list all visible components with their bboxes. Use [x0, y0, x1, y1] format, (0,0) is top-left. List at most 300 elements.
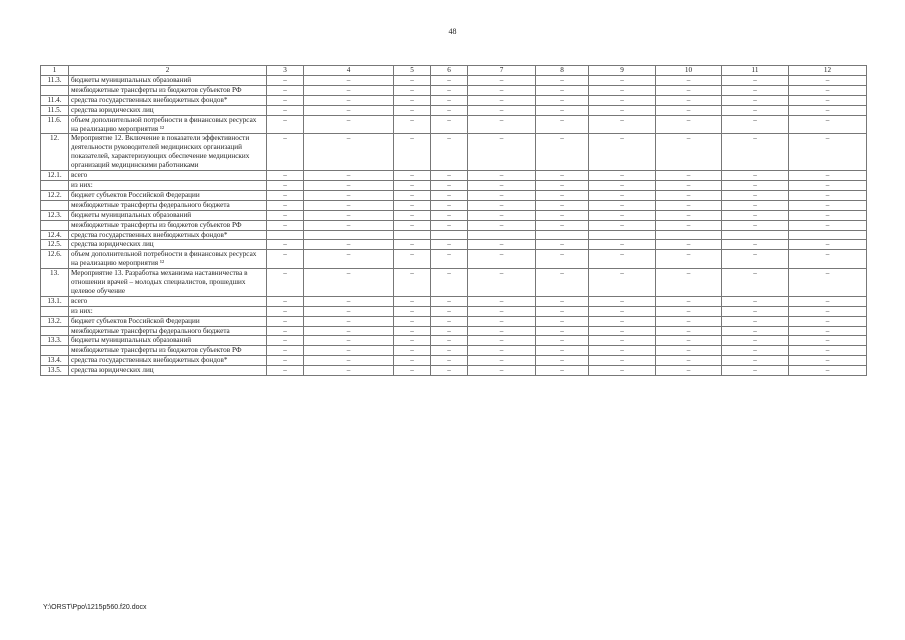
value-cell: – [589, 95, 656, 105]
value-cell: – [589, 180, 656, 190]
value-cell: – [789, 346, 867, 356]
row-label: средства юридических лиц [69, 240, 267, 250]
value-cell: – [589, 85, 656, 95]
table-row [41, 306, 867, 316]
value-cell: – [722, 240, 789, 250]
row-number: 12.1. [41, 171, 69, 181]
value-cell: – [536, 336, 589, 346]
value-cell: – [789, 180, 867, 190]
value-cell: – [468, 210, 536, 220]
value-cell: – [536, 134, 589, 171]
value-cell: – [394, 76, 431, 86]
value-cell: – [656, 356, 722, 366]
value-cell: – [789, 250, 867, 269]
value-cell: – [431, 250, 468, 269]
value-cell: – [656, 134, 722, 171]
value-cell: – [304, 85, 394, 95]
value-cell: – [431, 269, 468, 297]
value-cell: – [468, 296, 536, 306]
value-cell: – [536, 356, 589, 366]
value-cell: – [722, 346, 789, 356]
value-cell [656, 230, 722, 240]
column-header: 2 [69, 66, 267, 76]
value-cell: – [304, 134, 394, 171]
table-row [41, 240, 867, 250]
value-cell: – [468, 200, 536, 210]
value-cell: – [589, 105, 656, 115]
value-cell: – [656, 269, 722, 297]
row-label: объем дополнительной потребности в финансовых ресурсах на реализацию мероприятия ¹² [69, 250, 267, 269]
row-label: бюджет субъектов Российской Федерации [69, 190, 267, 200]
value-cell: – [589, 366, 656, 376]
value-cell: – [267, 240, 304, 250]
value-cell: – [431, 336, 468, 346]
table-row [41, 356, 867, 366]
value-cell: – [267, 306, 304, 316]
value-cell: – [394, 171, 431, 181]
row-label: средства государственных внебюджетных фондов* [69, 95, 267, 105]
value-cell: – [656, 115, 722, 134]
value-cell: – [536, 326, 589, 336]
value-cell: – [304, 200, 394, 210]
value-cell [722, 230, 789, 240]
value-cell: – [304, 316, 394, 326]
value-cell: – [722, 356, 789, 366]
row-number: 12. [41, 134, 69, 171]
value-cell [394, 230, 431, 240]
value-cell: – [468, 115, 536, 134]
value-cell: – [394, 95, 431, 105]
value-cell: – [589, 326, 656, 336]
value-cell: – [536, 240, 589, 250]
value-cell: – [589, 296, 656, 306]
value-cell: – [304, 95, 394, 105]
value-cell: – [656, 220, 722, 230]
row-label: бюджеты муниципальных образований [69, 336, 267, 346]
value-cell: – [468, 105, 536, 115]
value-cell: – [431, 326, 468, 336]
value-cell: – [656, 240, 722, 250]
value-cell: – [536, 190, 589, 200]
value-cell: – [394, 346, 431, 356]
value-cell: – [789, 316, 867, 326]
value-cell: – [431, 316, 468, 326]
value-cell [304, 230, 394, 240]
value-cell: – [722, 296, 789, 306]
value-cell: – [789, 190, 867, 200]
table-header-row [41, 66, 867, 76]
value-cell: – [431, 115, 468, 134]
value-cell: – [589, 210, 656, 220]
value-cell: – [394, 250, 431, 269]
value-cell: – [656, 326, 722, 336]
row-number: 12.5. [41, 240, 69, 250]
value-cell: – [267, 346, 304, 356]
row-number: 11.5. [41, 105, 69, 115]
value-cell: – [656, 316, 722, 326]
page-number: 48 [448, 27, 457, 36]
value-cell: – [468, 240, 536, 250]
value-cell: – [656, 296, 722, 306]
value-cell: – [722, 220, 789, 230]
value-cell: – [656, 76, 722, 86]
table-row [41, 105, 867, 115]
row-number: 12.6. [41, 250, 69, 269]
row-label: средства государственных внебюджетных фондов* [69, 356, 267, 366]
row-number: 12.4. [41, 230, 69, 240]
value-cell: – [789, 200, 867, 210]
column-header: 12 [789, 66, 867, 76]
value-cell: – [431, 171, 468, 181]
table-row [41, 200, 867, 210]
table-row [41, 134, 867, 171]
value-cell: – [468, 190, 536, 200]
row-number: 11.3. [41, 76, 69, 86]
value-cell: – [394, 134, 431, 171]
value-cell: – [304, 250, 394, 269]
budget-table [40, 65, 867, 376]
table-row [41, 190, 867, 200]
value-cell: – [589, 115, 656, 134]
row-number: 13. [41, 269, 69, 297]
row-label: всего [69, 171, 267, 181]
value-cell: – [431, 240, 468, 250]
value-cell: – [267, 85, 304, 95]
row-label: бюджет субъектов Российской Федерации [69, 316, 267, 326]
value-cell: – [394, 180, 431, 190]
table-row [41, 269, 867, 297]
value-cell: – [267, 356, 304, 366]
value-cell: – [267, 200, 304, 210]
value-cell: – [536, 296, 589, 306]
value-cell: – [267, 316, 304, 326]
table-row [41, 220, 867, 230]
value-cell [789, 230, 867, 240]
value-cell: – [468, 366, 536, 376]
table-row [41, 95, 867, 105]
row-number [41, 180, 69, 190]
value-cell: – [267, 190, 304, 200]
row-label: Мероприятие 13. Разработка механизма наставничества в отношении врачей – молодых специалистов, прошедших целевое обучение [69, 269, 267, 297]
value-cell: – [304, 306, 394, 316]
column-header: 8 [536, 66, 589, 76]
value-cell: – [656, 85, 722, 95]
value-cell: – [267, 326, 304, 336]
value-cell: – [789, 85, 867, 95]
value-cell: – [431, 200, 468, 210]
value-cell: – [589, 346, 656, 356]
value-cell: – [304, 346, 394, 356]
value-cell: – [589, 269, 656, 297]
value-cell: – [304, 366, 394, 376]
row-number [41, 306, 69, 316]
value-cell: – [304, 190, 394, 200]
value-cell: – [468, 85, 536, 95]
value-cell: – [656, 250, 722, 269]
value-cell: – [789, 95, 867, 105]
value-cell: – [722, 316, 789, 326]
value-cell: – [468, 269, 536, 297]
value-cell: – [267, 250, 304, 269]
value-cell: – [589, 171, 656, 181]
value-cell: – [589, 306, 656, 316]
value-cell: – [722, 306, 789, 316]
value-cell: – [431, 95, 468, 105]
table-row [41, 210, 867, 220]
value-cell: – [536, 316, 589, 326]
value-cell: – [536, 346, 589, 356]
row-label: межбюджетные трансферты федерального бюджета [69, 200, 267, 210]
value-cell: – [722, 210, 789, 220]
value-cell: – [431, 85, 468, 95]
value-cell: – [304, 326, 394, 336]
value-cell: – [468, 76, 536, 86]
column-header: 7 [468, 66, 536, 76]
value-cell: – [536, 95, 589, 105]
value-cell: – [431, 346, 468, 356]
column-header: 6 [431, 66, 468, 76]
row-number: 13.5. [41, 366, 69, 376]
value-cell: – [536, 220, 589, 230]
value-cell: – [267, 105, 304, 115]
value-cell: – [304, 171, 394, 181]
value-cell: – [536, 200, 589, 210]
value-cell: – [656, 95, 722, 105]
value-cell: – [722, 366, 789, 376]
value-cell: – [394, 326, 431, 336]
row-number [41, 346, 69, 356]
value-cell: – [789, 76, 867, 86]
value-cell: – [656, 190, 722, 200]
value-cell: – [789, 171, 867, 181]
value-cell: – [431, 210, 468, 220]
value-cell: – [468, 220, 536, 230]
table-row [41, 115, 867, 134]
row-number: 12.3. [41, 210, 69, 220]
value-cell: – [468, 171, 536, 181]
value-cell: – [394, 336, 431, 346]
value-cell [267, 230, 304, 240]
value-cell: – [656, 210, 722, 220]
row-number: 11.4. [41, 95, 69, 105]
value-cell: – [722, 134, 789, 171]
value-cell: – [789, 115, 867, 134]
row-label: средства юридических лиц [69, 105, 267, 115]
table-row [41, 230, 867, 240]
value-cell: – [789, 366, 867, 376]
value-cell: – [394, 296, 431, 306]
column-header: 10 [656, 66, 722, 76]
value-cell: – [394, 240, 431, 250]
value-cell: – [536, 269, 589, 297]
value-cell: – [431, 180, 468, 190]
row-number: 11.6. [41, 115, 69, 134]
table-row [41, 296, 867, 306]
row-label: средства государственных внебюджетных фондов* [69, 230, 267, 240]
value-cell: – [589, 190, 656, 200]
value-cell: – [536, 210, 589, 220]
value-cell: – [304, 115, 394, 134]
value-cell: – [267, 180, 304, 190]
row-number: 13.3. [41, 336, 69, 346]
value-cell: – [267, 269, 304, 297]
value-cell: – [394, 190, 431, 200]
value-cell: – [656, 366, 722, 376]
row-label: межбюджетные трансферты федерального бюджета [69, 326, 267, 336]
value-cell: – [431, 366, 468, 376]
value-cell [589, 230, 656, 240]
value-cell: – [304, 180, 394, 190]
value-cell: – [536, 366, 589, 376]
row-label: межбюджетные трансферты из бюджетов субъектов РФ [69, 220, 267, 230]
value-cell: – [589, 240, 656, 250]
value-cell: – [267, 171, 304, 181]
value-cell: – [431, 134, 468, 171]
table-row [41, 326, 867, 336]
column-header: 4 [304, 66, 394, 76]
value-cell: – [722, 105, 789, 115]
value-cell: – [656, 200, 722, 210]
row-label: всего [69, 296, 267, 306]
value-cell: – [468, 180, 536, 190]
value-cell: – [431, 76, 468, 86]
column-header: 3 [267, 66, 304, 76]
value-cell: – [431, 105, 468, 115]
row-label: из них: [69, 180, 267, 190]
value-cell: – [722, 171, 789, 181]
row-label: межбюджетные трансферты из бюджетов субъектов РФ [69, 346, 267, 356]
value-cell: – [394, 105, 431, 115]
value-cell: – [789, 269, 867, 297]
value-cell: – [304, 269, 394, 297]
value-cell: – [589, 200, 656, 210]
value-cell: – [722, 85, 789, 95]
value-cell: – [656, 180, 722, 190]
value-cell: – [536, 85, 589, 95]
value-cell: – [468, 250, 536, 269]
value-cell: – [789, 336, 867, 346]
row-number: 12.2. [41, 190, 69, 200]
value-cell: – [394, 306, 431, 316]
row-label: средства юридических лиц [69, 366, 267, 376]
column-header: 9 [589, 66, 656, 76]
value-cell: – [431, 306, 468, 316]
table-row [41, 316, 867, 326]
value-cell: – [267, 220, 304, 230]
value-cell: – [394, 356, 431, 366]
value-cell: – [656, 306, 722, 316]
value-cell: – [468, 336, 536, 346]
value-cell: – [789, 306, 867, 316]
value-cell: – [394, 220, 431, 230]
value-cell: – [267, 366, 304, 376]
value-cell: – [722, 180, 789, 190]
value-cell: – [394, 316, 431, 326]
value-cell: – [589, 76, 656, 86]
value-cell: – [304, 296, 394, 306]
column-header: 11 [722, 66, 789, 76]
value-cell: – [789, 326, 867, 336]
value-cell: – [722, 95, 789, 105]
value-cell: – [656, 105, 722, 115]
value-cell: – [394, 85, 431, 95]
value-cell: – [789, 134, 867, 171]
table-row [41, 336, 867, 346]
column-header: 5 [394, 66, 431, 76]
row-label: Мероприятие 12. Включение в показатели эффективности деятельности руководителей медицинских организаций показателей, характеризующих обеспечение медицинских организаций медицинскими работниками [69, 134, 267, 171]
row-number: 13.1. [41, 296, 69, 306]
table-row [41, 76, 867, 86]
value-cell: – [394, 210, 431, 220]
value-cell: – [722, 326, 789, 336]
value-cell: – [789, 240, 867, 250]
row-number [41, 326, 69, 336]
value-cell: – [304, 356, 394, 366]
file-path-footer: Y:\ORST\Ppo\1215p560.f20.docx [43, 604, 147, 611]
value-cell: – [789, 296, 867, 306]
value-cell [468, 230, 536, 240]
value-cell: – [536, 76, 589, 86]
value-cell: – [536, 306, 589, 316]
row-number [41, 85, 69, 95]
value-cell: – [789, 210, 867, 220]
column-header: 1 [41, 66, 69, 76]
table-row [41, 180, 867, 190]
row-number [41, 220, 69, 230]
value-cell: – [536, 250, 589, 269]
value-cell: – [789, 220, 867, 230]
value-cell: – [304, 240, 394, 250]
value-cell: – [589, 134, 656, 171]
value-cell: – [267, 95, 304, 105]
value-cell: – [267, 115, 304, 134]
value-cell [536, 230, 589, 240]
row-label: бюджеты муниципальных образований [69, 76, 267, 86]
value-cell: – [722, 200, 789, 210]
value-cell: – [468, 356, 536, 366]
value-cell: – [589, 316, 656, 326]
value-cell: – [431, 190, 468, 200]
value-cell: – [722, 190, 789, 200]
table-row [41, 171, 867, 181]
value-cell: – [468, 326, 536, 336]
value-cell: – [722, 76, 789, 86]
value-cell: – [656, 171, 722, 181]
value-cell: – [536, 171, 589, 181]
value-cell: – [589, 220, 656, 230]
value-cell: – [394, 115, 431, 134]
row-number: 13.4. [41, 356, 69, 366]
value-cell: – [589, 336, 656, 346]
value-cell: – [722, 115, 789, 134]
value-cell: – [468, 95, 536, 105]
value-cell: – [536, 105, 589, 115]
row-label: межбюджетные трансферты из бюджетов субъектов РФ [69, 85, 267, 95]
value-cell [431, 230, 468, 240]
row-number [41, 200, 69, 210]
table-row [41, 85, 867, 95]
value-cell: – [589, 356, 656, 366]
value-cell: – [722, 336, 789, 346]
value-cell: – [722, 269, 789, 297]
value-cell: – [468, 346, 536, 356]
value-cell: – [431, 356, 468, 366]
value-cell: – [267, 76, 304, 86]
value-cell: – [304, 105, 394, 115]
value-cell: – [431, 296, 468, 306]
value-cell: – [304, 210, 394, 220]
value-cell: – [468, 306, 536, 316]
